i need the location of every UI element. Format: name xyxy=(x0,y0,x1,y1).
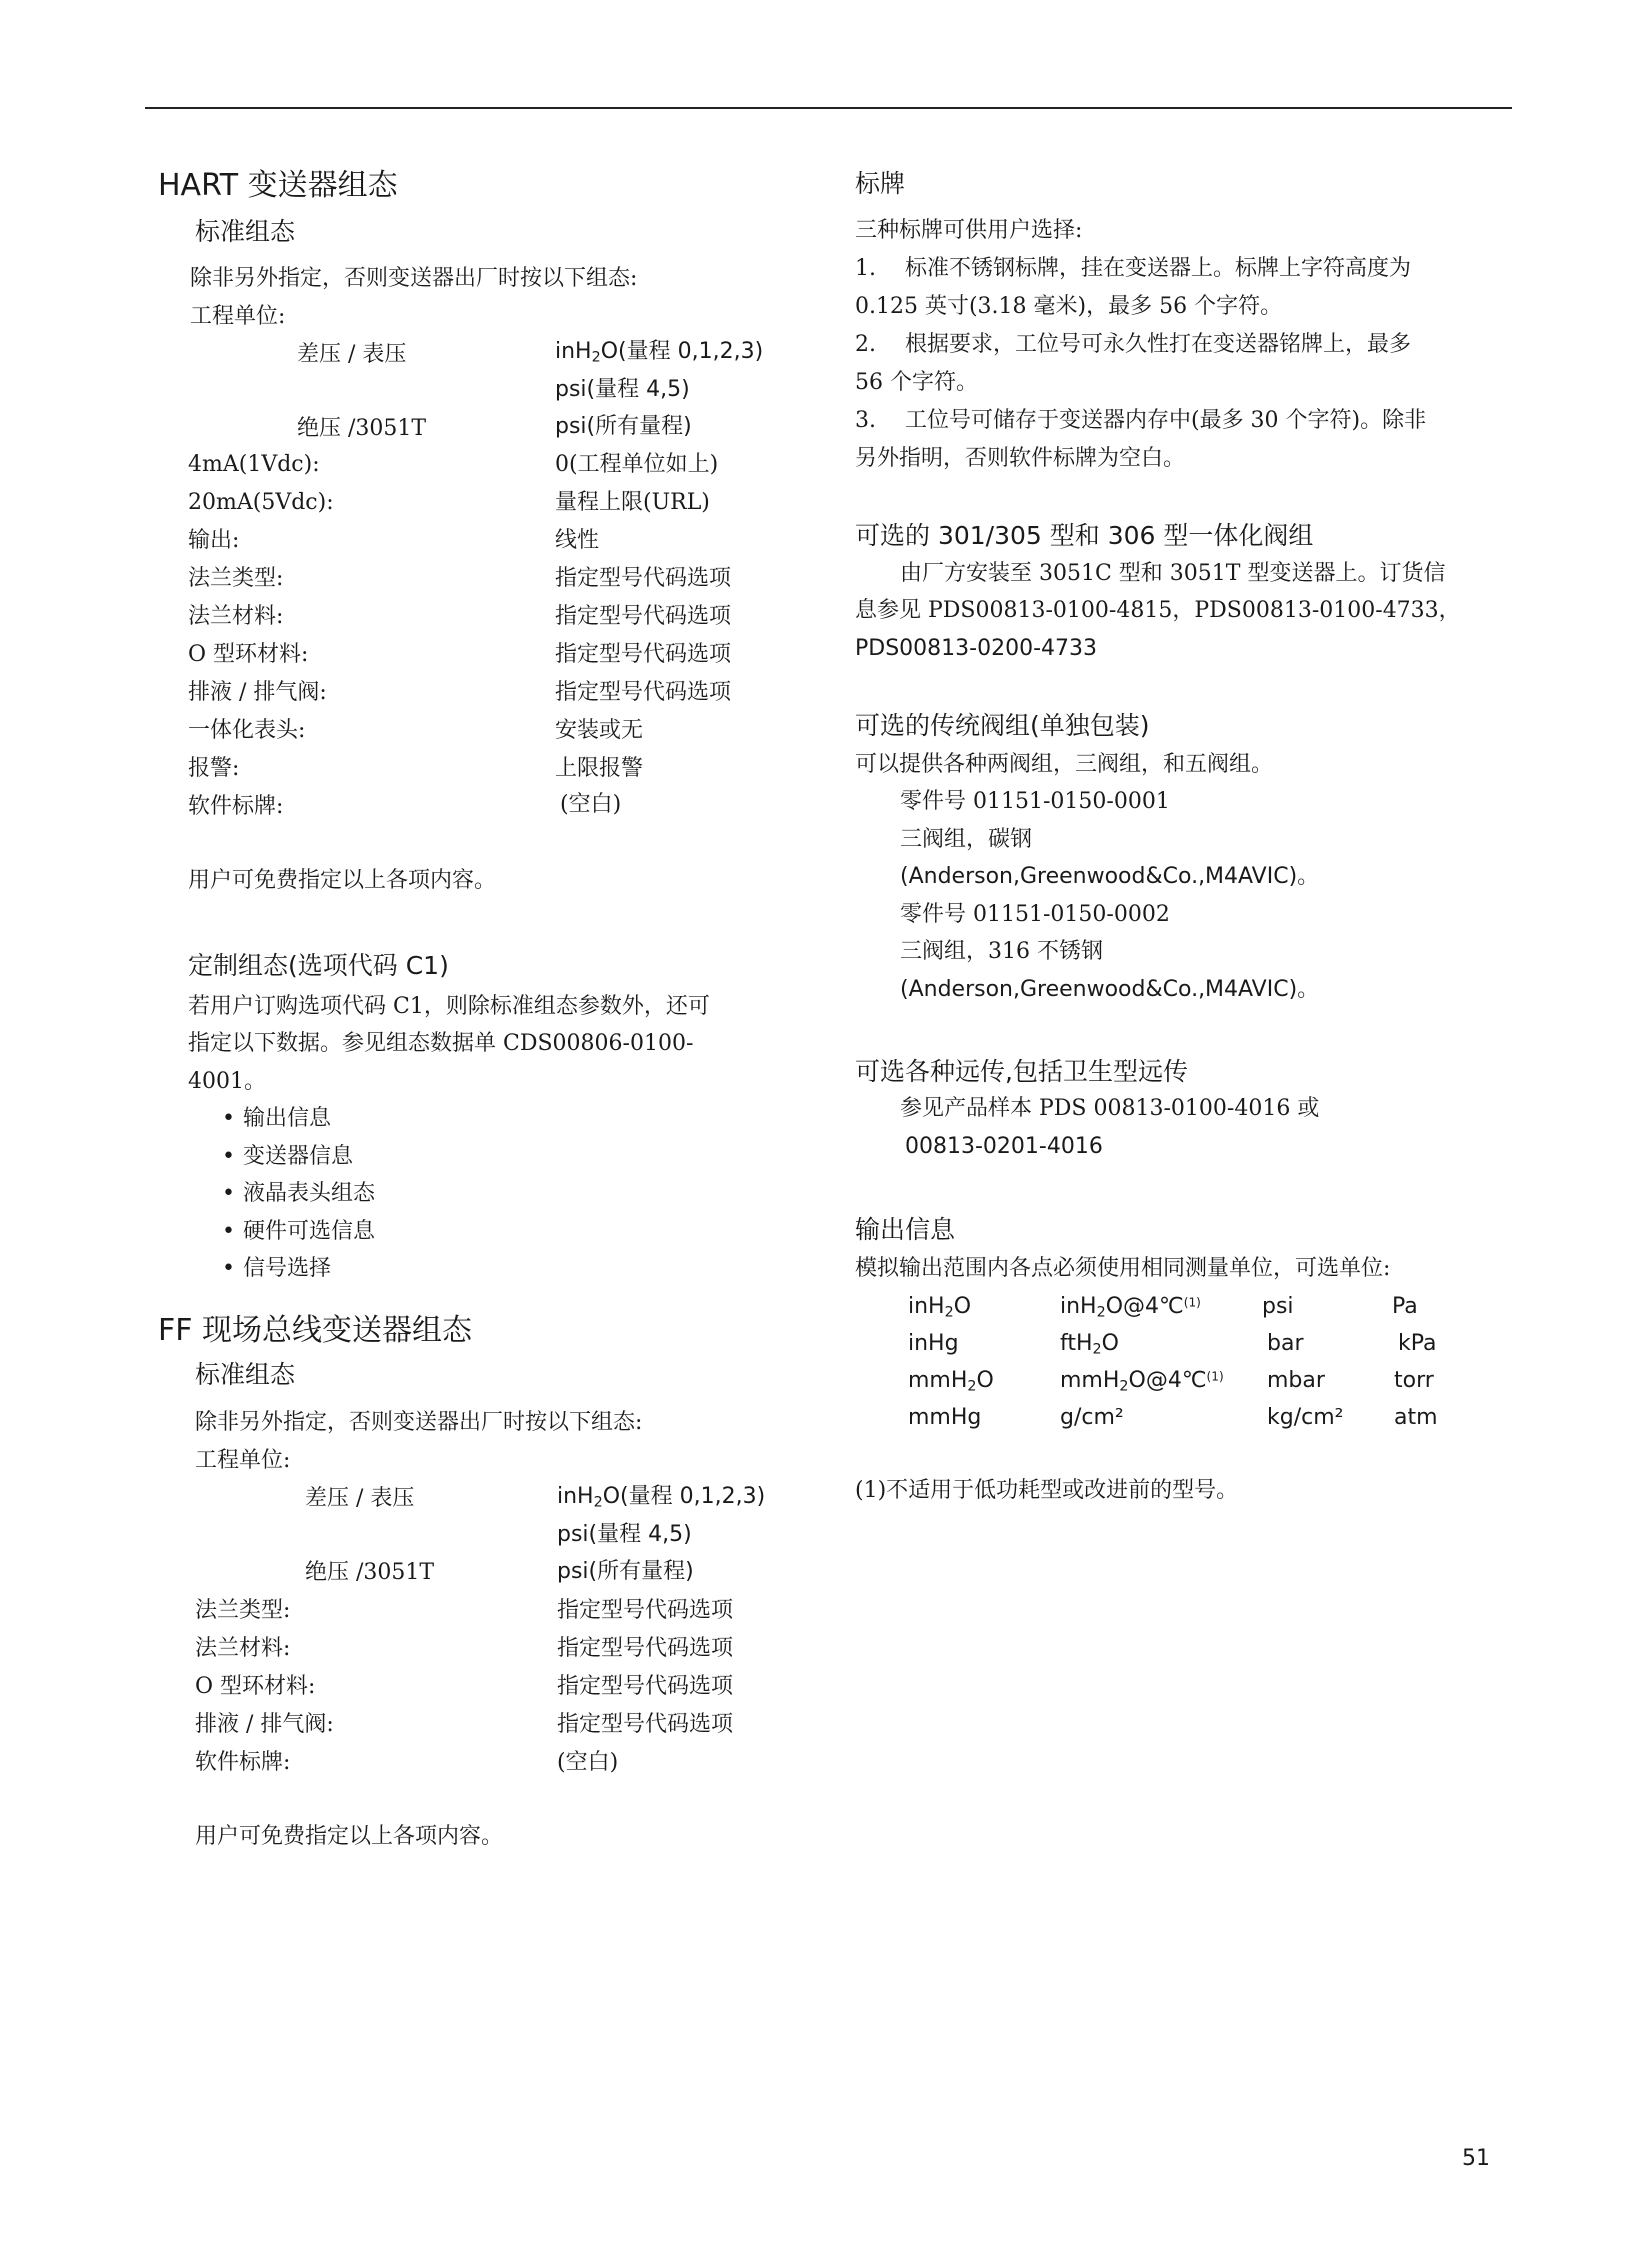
hart-row-value: 线性 xyxy=(555,528,600,553)
hart-row-value: 上限报警 xyxy=(555,756,644,781)
unit-cell: Pa xyxy=(1392,1294,1418,1319)
output-title: 输出信息 xyxy=(855,1215,956,1244)
unit-cell: inHg xyxy=(908,1331,959,1356)
traditional-line: (Anderson,Greenwood&Co.,M4AVIC)。 xyxy=(900,864,1320,889)
manifold-title: 可选的 301/305 型和 306 型一体化阀组 xyxy=(855,521,1314,550)
traditional-line: 零件号 01151-0150-0002 xyxy=(900,902,1170,927)
unit-cell: torr xyxy=(1394,1368,1434,1393)
ff-row-label: 法兰类型: xyxy=(195,1598,291,1623)
custom-title: 定制组态(选项代码 C1) xyxy=(188,951,449,980)
hart-dp-label: 差压 / 表压 xyxy=(297,342,407,367)
tag-item-2-cont: 56 个字符。 xyxy=(855,370,978,395)
ff-std-title: 标准组态 xyxy=(195,1360,296,1389)
tag-intro: 三种标牌可供用户选择: xyxy=(855,218,1083,243)
custom-para-line: 4001。 xyxy=(188,1069,266,1094)
ff-units-label: 工程单位: xyxy=(195,1448,291,1473)
header-rule xyxy=(145,107,1512,109)
hart-note: 用户可免费指定以上各项内容。 xyxy=(188,868,497,893)
unit-cell: bar xyxy=(1267,1331,1304,1356)
traditional-line: 三阀组，碳钢 xyxy=(900,827,1033,852)
tag-item-1-cont: 0.125 英寸(3.18 毫米)，最多 56 个字符。 xyxy=(855,294,1283,319)
hart-row-label: 法兰类型: xyxy=(188,566,284,591)
hart-std-title: 标准组态 xyxy=(195,217,296,246)
hart-units-label: 工程单位: xyxy=(190,304,286,329)
output-footnote: (1)不适用于低功耗型或改进前的型号。 xyxy=(855,1478,1239,1503)
hart-row-label: 输出: xyxy=(188,528,240,553)
traditional-line: 三阀组，316 不锈钢 xyxy=(900,939,1103,964)
page-number: 51 xyxy=(1462,2146,1490,2171)
unit-cell: mbar xyxy=(1267,1368,1325,1393)
tag-item-1: 1. 标准不锈钢标牌，挂在变送器上。标牌上字符高度为 xyxy=(855,256,1411,281)
hart-dp-value-1: inH$_2$O(量程 0,1,2,3) xyxy=(555,339,764,366)
hart-row-label: 一体化表头: xyxy=(188,718,306,743)
ff-row-label: 法兰材料: xyxy=(195,1636,291,1661)
hart-intro: 除非另外指定，否则变送器出厂时按以下组态: xyxy=(190,266,638,291)
hart-title: HART 变送器组态 xyxy=(158,168,398,203)
ff-ap-value: psi(所有量程) xyxy=(557,1559,694,1584)
tag-item-2: 2. 根据要求，工位号可永久性打在变送器铭牌上，最多 xyxy=(855,332,1411,357)
tag-title: 标牌 xyxy=(855,169,906,198)
hart-row-label: 法兰材料: xyxy=(188,604,284,629)
hart-row-value: 量程上限(URL) xyxy=(555,490,710,515)
ff-row-label: 排液 / 排气阀: xyxy=(195,1712,334,1737)
hart-row-label: 20mA(5Vdc): xyxy=(188,490,334,515)
ff-intro: 除非另外指定，否则变送器出厂时按以下组态: xyxy=(195,1410,643,1435)
ff-ap-label: 绝压 /3051T xyxy=(305,1560,435,1585)
custom-bullet: • 变送器信息 xyxy=(222,1138,353,1176)
hart-row-value: 指定型号代码选项 xyxy=(555,604,732,629)
custom-para-line: 若用户订购选项代码 C1，则除标准组态参数外，还可 xyxy=(188,994,710,1019)
unit-cell: inH$_2$O xyxy=(908,1294,972,1321)
traditional-line: 零件号 01151-0150-0001 xyxy=(900,789,1170,814)
ff-dp-value-2: psi(量程 4,5) xyxy=(557,1522,692,1547)
unit-cell: kPa xyxy=(1398,1331,1437,1356)
ff-dp-value-1: inH$_2$O(量程 0,1,2,3) xyxy=(557,1484,766,1511)
traditional-line: (Anderson,Greenwood&Co.,M4AVIC)。 xyxy=(900,977,1320,1002)
tag-item-3-cont: 另外指明，否则软件标牌为空白。 xyxy=(855,446,1186,471)
ff-title: FF 现场总线变送器组态 xyxy=(158,1313,473,1348)
hart-row-label: 报警: xyxy=(188,756,240,781)
ff-row-value: (空白) xyxy=(557,1750,619,1775)
traditional-title: 可选的传统阀组(单独包装) xyxy=(855,711,1150,740)
unit-cell: kg/cm² xyxy=(1267,1405,1344,1430)
custom-para-line: 指定以下数据。参见组态数据单 CDS00806-0100- xyxy=(188,1031,694,1056)
unit-cell: atm xyxy=(1394,1405,1438,1430)
hart-row-value: 指定型号代码选项 xyxy=(555,680,732,705)
ff-row-label: 软件标牌: xyxy=(195,1750,291,1775)
hart-row-value: 指定型号代码选项 xyxy=(555,642,732,667)
unit-cell: g/cm² xyxy=(1060,1405,1124,1430)
hart-row-label: O 型环材料: xyxy=(188,642,309,667)
hart-ap-label: 绝压 /3051T xyxy=(297,416,427,441)
tag-item-3: 3. 工位号可储存于变送器内存中(最多 30 个字符)。除非 xyxy=(855,408,1427,433)
hart-row-value: 安装或无 xyxy=(555,718,644,743)
traditional-intro: 可以提供各种两阀组，三阀组，和五阀组。 xyxy=(855,752,1274,777)
custom-bullet: • 输出信息 xyxy=(222,1100,331,1138)
ff-row-label: O 型环材料: xyxy=(195,1674,316,1699)
hart-row-label: 软件标牌: xyxy=(188,794,284,819)
manifold-line: PDS00813-0200-4733 xyxy=(855,636,1098,661)
hart-row-value: 0(工程单位如上) xyxy=(555,452,719,477)
hart-row-value: 指定型号代码选项 xyxy=(555,566,732,591)
hart-dp-value-2: psi(量程 4,5) xyxy=(555,377,690,402)
custom-bullet: • 信号选择 xyxy=(222,1250,331,1288)
unit-cell: mmHg xyxy=(908,1405,982,1430)
ff-row-value: 指定型号代码选项 xyxy=(557,1712,734,1737)
unit-cell: psi xyxy=(1262,1294,1294,1319)
ff-note: 用户可免费指定以上各项内容。 xyxy=(195,1824,504,1849)
remote-title: 可选各种远传,包括卫生型远传 xyxy=(855,1057,1188,1086)
ff-row-value: 指定型号代码选项 xyxy=(557,1598,734,1623)
ff-row-value: 指定型号代码选项 xyxy=(557,1636,734,1661)
custom-bullet: • 硬件可选信息 xyxy=(222,1213,375,1251)
remote-line: 00813-0201-4016 xyxy=(905,1134,1103,1159)
manifold-line: 息参见 PDS00813-0100-4815，PDS00813-0100-4733， xyxy=(855,598,1461,623)
unit-cell: mmH$_2$O xyxy=(908,1368,994,1395)
hart-ap-value: psi(所有量程) xyxy=(555,414,692,439)
unit-cell: ftH$_2$O xyxy=(1060,1331,1119,1358)
unit-cell: mmH$_2$O@4℃$^{(1)}$ xyxy=(1060,1368,1224,1395)
manifold-line: 由厂方安装至 3051C 型和 3051T 型变送器上。订货信 xyxy=(900,561,1446,586)
output-intro: 模拟输出范围内各点必须使用相同测量单位，可选单位: xyxy=(855,1256,1391,1281)
hart-row-label: 排液 / 排气阀: xyxy=(188,680,327,705)
ff-row-value: 指定型号代码选项 xyxy=(557,1674,734,1699)
ff-dp-label: 差压 / 表压 xyxy=(305,1486,415,1511)
custom-bullet: • 液晶表头组态 xyxy=(222,1175,375,1213)
hart-row-value: (空白) xyxy=(560,792,622,817)
remote-line: 参见产品样本 PDS 00813-0100-4016 或 xyxy=(900,1096,1320,1121)
hart-row-label: 4mA(1Vdc): xyxy=(188,452,320,477)
unit-cell: inH$_2$O@4℃$^{(1)}$ xyxy=(1060,1294,1201,1321)
